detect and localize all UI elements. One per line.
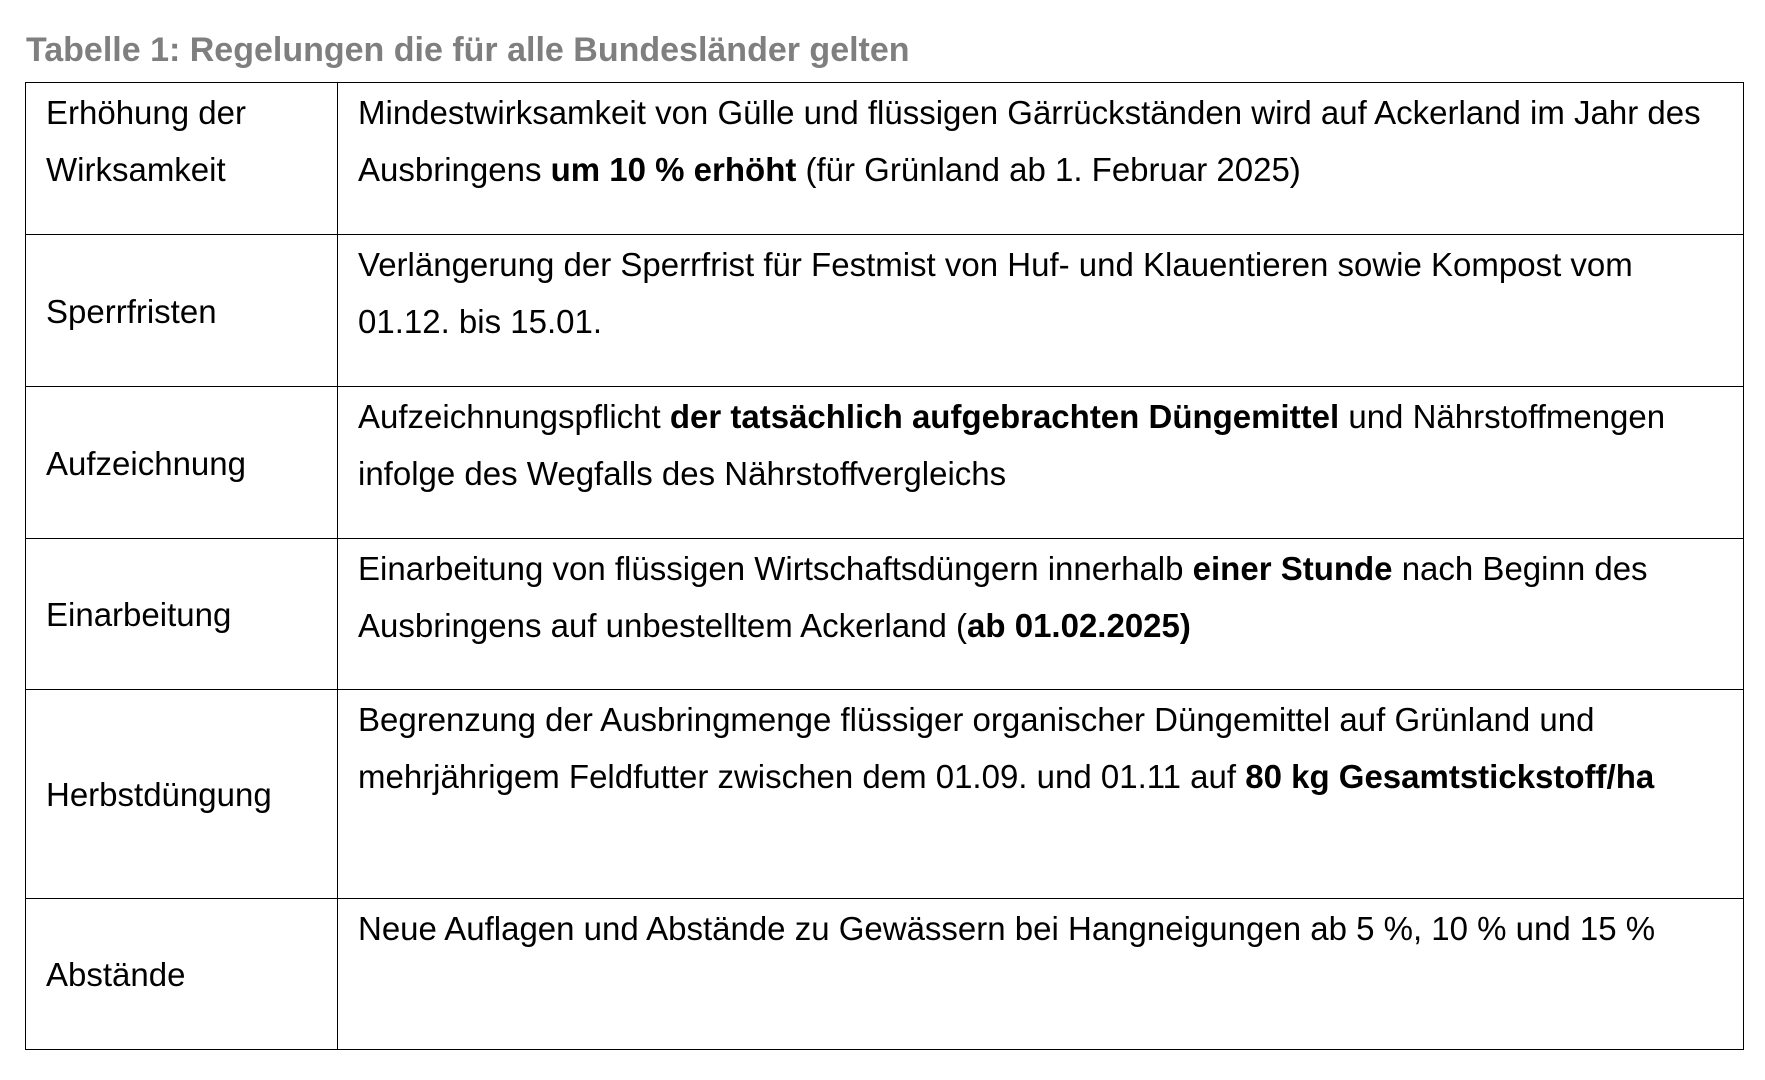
row-label: Herbstdüngung [26, 690, 338, 899]
description-emphasis: ab 01.02.2025) [967, 607, 1191, 644]
table-row [26, 235, 1744, 387]
table-caption: Tabelle 1: Regelungen die für alle Bundesländer gelten [26, 31, 910, 69]
row-label: Erhöhung der Wirksamkeit [26, 83, 338, 235]
description-emphasis: 80 kg Gesamtstickstoff/ha [1245, 758, 1655, 795]
row-label: Sperrfristen [26, 235, 338, 387]
description-emphasis: um 10 % erhöht [550, 151, 797, 188]
row-description [338, 235, 1744, 387]
description-text: Aufzeichnungspflicht [358, 398, 670, 435]
row-label: Einarbeitung [26, 539, 338, 690]
table-row [26, 83, 1744, 235]
description-text: Begrenzung der Ausbringmenge flüssiger organischer Düngemittel auf Grünland und mehrjährigem Feldfutter zwischen dem 01.09. und 01.11 auf [358, 701, 1595, 795]
description-text: Einarbeitung von flüssigen Wirtschaftsdüngern innerhalb [358, 550, 1193, 587]
row-label: Abstände [26, 899, 338, 1050]
description-emphasis: einer Stunde [1192, 550, 1393, 587]
table-row [26, 690, 1744, 899]
description-text: (für Grünland ab 1. Februar 2025) [796, 151, 1301, 188]
description-text: Verlängerung der Sperrfrist für Festmist von Huf- und Klauentieren sowie Kompost vom 01.12. bis 15.01. [358, 246, 1633, 340]
row-description [338, 899, 1744, 1050]
description-emphasis: der tatsächlich aufgebrachten Düngemittel [669, 398, 1340, 435]
table-row [26, 387, 1744, 539]
description-text: Mindestwirksamkeit von Gülle und flüssigen Gärrückständen wird auf Ackerland im Jahr des Ausbringens [358, 94, 1701, 188]
row-description [338, 690, 1744, 899]
row-description [338, 83, 1744, 235]
regulations-table [25, 82, 1744, 1050]
row-description [338, 539, 1744, 690]
description-text: und Nährstoffmengen infolge des Wegfalls des Nährstoffvergleichs [358, 398, 1666, 492]
row-label: Aufzeichnung [26, 387, 338, 539]
description-text: Neue Auflagen und Abstände zu Gewässern bei Hangneigungen ab 5 %, 10 % und 15 % [358, 910, 1656, 947]
table-row [26, 539, 1744, 690]
table-row [26, 899, 1744, 1050]
row-description [338, 387, 1744, 539]
description-text: nach Beginn des Ausbringens auf unbestelltem Ackerland ( [358, 550, 1648, 644]
